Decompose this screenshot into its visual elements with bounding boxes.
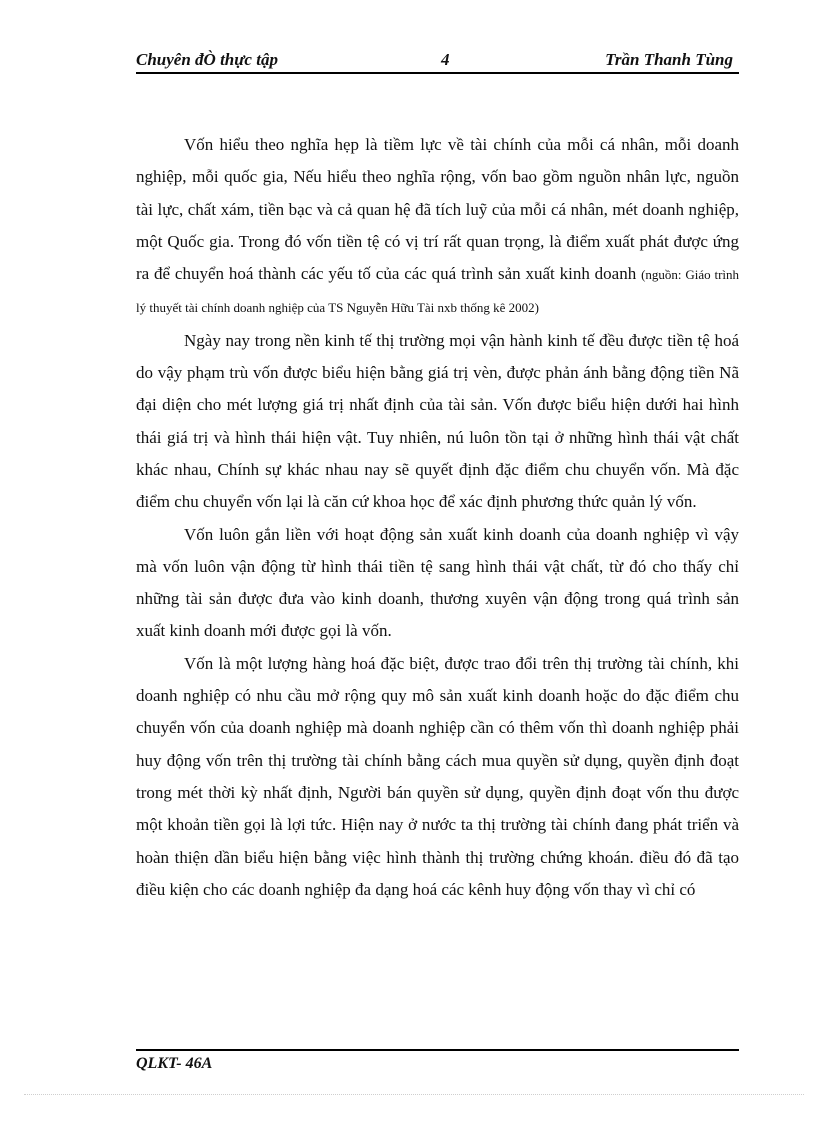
page-footer <box>136 1055 212 1073</box>
paragraph-text: Ngày nay trong nền kinh tế thị trường mọi vận hành kinh tế đều được tiền tệ hoá do vậy phạm trù vốn được biểu hiện bằng giá trị vèn, được phản ánh bằng động tiền Nã đại diện cho mét lượng giá trị nhất định của tài sản. Vốn được biểu hiện dưới hai hình thái giá trị và hình thái hiện vật. Tuy nhiên, nú luôn tồn tại ở những hình thái vật chất khác nhau, Chính sự khác nhau nay sẽ quyết định đặc điểm chu chuyển vốn. Mà đặc điểm chu chuyển vốn lại là căn cứ khoa học để xác định phương thức quản lý vốn. <box>136 330 739 512</box>
paragraph-capital-definition <box>136 129 739 325</box>
paragraph-market-economy <box>136 325 739 519</box>
paragraph-capital-movement <box>136 519 739 648</box>
header-document-type: Chuyên đÒ thực tập <box>136 50 278 69</box>
footer-class-code: QLKT- 46A <box>136 1055 213 1072</box>
footer-divider <box>136 1049 739 1051</box>
source-citation: (nguồn: Giáo trình lý thuyết tài chính doanh nghiệp của TS Nguyễn Hữu Tài nxb thống kê 2002) <box>136 267 740 316</box>
page-bottom-edge <box>24 1094 804 1095</box>
paragraph-text: Vốn luôn gắn liền với hoạt động sản xuất kinh doanh của doanh nghiệp vì vậy mà vốn luôn vận động từ hình thái tiền tệ sang hình thái vật chất, từ đó cho thấy chỉ những tài sản được đưa vào kinh doanh, thương xuyên vận động trong quá trình sản xuất kinh doanh mới được gọi là vốn. <box>136 524 739 641</box>
paragraph-text: Vốn là một lượng hàng hoá đặc biệt, được trao đổi trên thị trường tài chính, khi doanh nghiệp có nhu cầu mở rộng quy mô sản xuất kinh doanh hoặc do đặc điểm chu chuyển vốn của doanh nghiệp mà doanh nghiệp cần có thêm vốn thì doanh nghiệp phải huy động vốn trên thị trường tài chính bằng cách mua quyền sử dụng, quyền định đoạt trong mét thời kỳ nhất định, Người bán quyền sử dụng, quyền định đoạt vốn thu được một khoản tiền gọi là lợi tức. Hiện nay ở nước ta thị trường tài chính đang phát triển và hoàn thiện dần biểu hiện bằng việc hình thành thị trường chứng khoán. điều đó đã tạo điều kiện cho các doanh nghiệp đa dạng hoá các kênh huy động vốn thay vì chỉ có <box>136 653 739 899</box>
paragraph-text: Vốn hiểu theo nghĩa hẹp là tiềm lực về tài chính của mỗi cá nhân, mỗi doanh nghiệp, mỗi quốc gia, Nếu hiểu theo nghĩa rộng, vốn bao gồm nguồn nhân lực, nguồn tài lực, chất xám, tiền bạc và cả quan hệ đã tích luỹ của mỗi cá nhân, mét doanh nghiệp, một Quốc gia. Trong đó vốn tiền tệ có vị trí rất quan trọng, là điểm xuất phát được ứng ra để chuyển hoá thành các yếu tố của các quá trình sản xuất kinh doanh <box>136 135 739 284</box>
paragraph-special-commodity <box>136 648 739 906</box>
header-author-name: Trần Thanh Tùng <box>605 50 733 69</box>
page-header <box>136 48 739 74</box>
header-page-number: 4 <box>441 50 450 69</box>
document-body <box>136 129 739 906</box>
